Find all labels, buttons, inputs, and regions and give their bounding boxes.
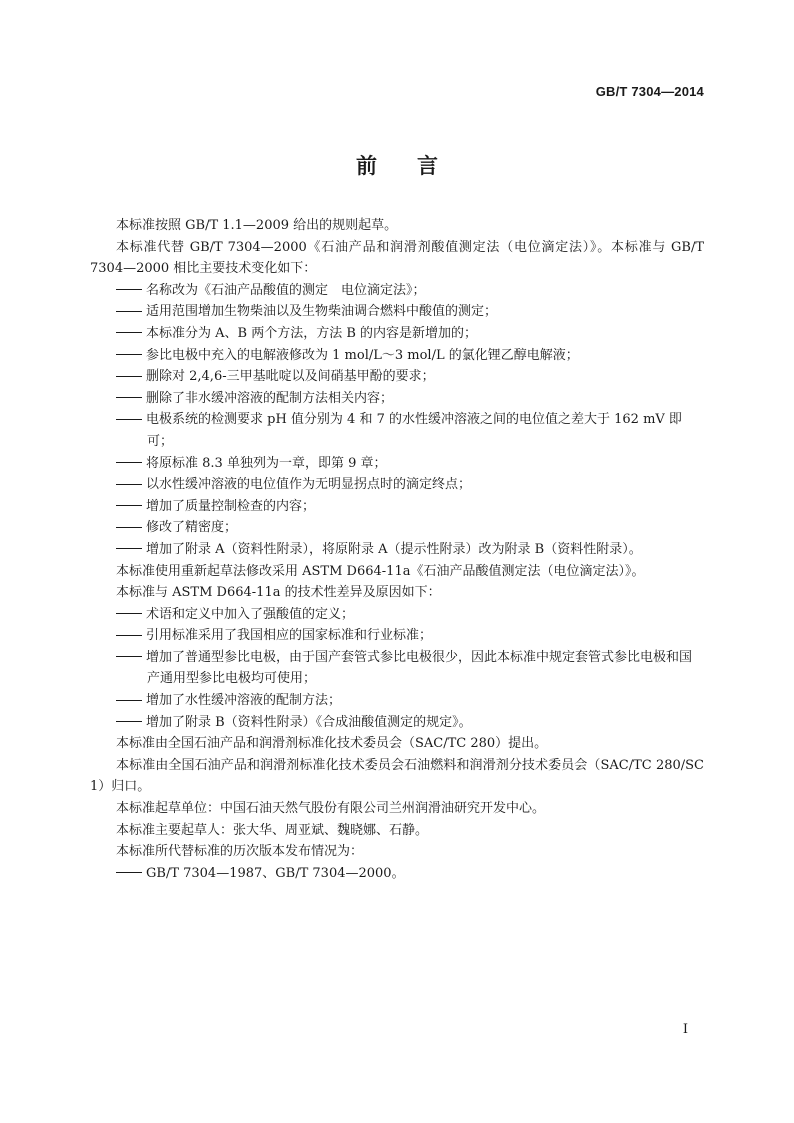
list-item-text: 参比电极中充入的电解液修改为 1 mol/L～3 mol/L 的氯化锂乙醇电解液； bbox=[146, 347, 579, 363]
list-item-text: 删除对 2,4,6-三甲基吡啶以及间硝基甲酚的要求； bbox=[146, 369, 435, 385]
paragraph: 本标准与 ASTM D664-11a 的技术性差异及原因如下： bbox=[116, 585, 441, 601]
list-item bbox=[90, 647, 704, 690]
page-title: 前言 bbox=[356, 154, 478, 178]
paragraph: 本标准代替 GB/T 7304—2000《石油产品和润滑剂酸值测定法（电位滴定法）》。本标准与 GB/T 7304—2000 相比主要技术变化如下： bbox=[90, 239, 704, 277]
dash-marker bbox=[116, 376, 142, 378]
list-item-text: 术语和定义中加入了强酸值的定义； bbox=[146, 606, 355, 622]
list-item-text: 以水性缓冲溶液的电位值作为无明显拐点时的滴定终点； bbox=[146, 477, 472, 493]
dash-marker bbox=[116, 332, 142, 334]
foreword-body bbox=[90, 215, 704, 884]
list-item bbox=[90, 496, 704, 518]
list-item-text: 适用范围增加生物柴油以及生物柴油调合燃料中酸值的测定； bbox=[146, 304, 498, 320]
dash-marker bbox=[116, 505, 142, 507]
paragraph: 本标准由全国石油产品和润滑剂标准化技术委员会石油燃料和润滑剂分技术委员会（SAC/TC 280/SC 1）归口。 bbox=[90, 757, 704, 795]
dash-marker bbox=[116, 462, 142, 464]
dash-marker bbox=[116, 311, 142, 313]
list-item bbox=[90, 388, 704, 410]
dash-marker bbox=[116, 419, 142, 421]
list-item-text: 增加了附录 A（资料性附录），将原附录 A（提示性附录）改为附录 B（资料性附录）。 bbox=[146, 541, 642, 557]
list-item-text: 本标准分为 A、B 两个方法，方法 B 的内容是新增加的； bbox=[146, 325, 478, 341]
standard-code: GB/T 7304—2014 bbox=[595, 84, 704, 99]
list-item-text: 增加了普通型参比电极，由于国产套管式参比电极很少，因此本标准中规定套管式参比电极和国产通用型参比电极均可使用； bbox=[146, 649, 693, 687]
list-item-text: 增加了质量控制检查的内容； bbox=[146, 498, 316, 514]
list-item bbox=[90, 453, 704, 475]
list-item bbox=[90, 323, 704, 345]
list-item-text: 将原标准 8.3 单独列为一章，即第 9 章； bbox=[146, 455, 387, 471]
dash-marker bbox=[116, 484, 142, 486]
list-item-text: 增加了附录 B（资料性附录）《合成油酸值测定的规定》。 bbox=[146, 714, 472, 730]
dash-marker bbox=[116, 548, 142, 550]
paragraph: 本标准使用重新起草法修改采用 ASTM D664-11a《石油产品酸值测定法（电位滴定法）》。 bbox=[116, 563, 645, 579]
dash-marker bbox=[116, 354, 142, 356]
list-item bbox=[90, 474, 704, 496]
list-item bbox=[90, 539, 704, 561]
list-item bbox=[90, 366, 704, 388]
list-item-text: 引用标准采用了我国相应的国家标准和行业标准； bbox=[146, 628, 433, 644]
list-item bbox=[90, 345, 704, 367]
list-item-text: 增加了水性缓冲溶液的配制方法； bbox=[146, 693, 342, 709]
list-item bbox=[90, 863, 704, 885]
dash-marker bbox=[116, 656, 142, 658]
dash-marker bbox=[116, 721, 142, 723]
list-item bbox=[90, 712, 704, 734]
dash-marker bbox=[116, 289, 142, 291]
paragraph: 本标准主要起草人：张大华、周亚斌、魏晓娜、石静。 bbox=[116, 822, 429, 838]
dash-marker bbox=[116, 613, 142, 615]
list-item bbox=[90, 409, 704, 452]
list-item-text: 删除了非水缓冲溶液的配制方法相关内容； bbox=[146, 390, 394, 406]
dash-marker bbox=[116, 872, 142, 874]
dash-marker bbox=[116, 527, 142, 529]
paragraph: 本标准按照 GB/T 1.1—2009 给出的规则起草。 bbox=[116, 218, 398, 233]
list-item-text: 名称改为《石油产品酸值的测定 电位滴定法》； bbox=[146, 282, 426, 298]
list-item-text: 电极系统的检测要求 pH 值分别为 4 和 7 的水性缓冲溶液之间的电位值之差大于 162 mV 即可； bbox=[146, 412, 682, 449]
dash-marker bbox=[116, 635, 142, 637]
list-item bbox=[90, 280, 704, 302]
paragraph: 本标准所代替标准的历次版本发布情况为： bbox=[116, 844, 364, 860]
paragraph: 本标准起草单位：中国石油天然气股份有限公司兰州润滑油研究开发中心。 bbox=[116, 801, 546, 817]
list-item bbox=[90, 604, 704, 626]
list-item bbox=[90, 301, 704, 323]
list-item-text: 修改了精密度； bbox=[146, 520, 238, 536]
list-item bbox=[90, 690, 704, 712]
dash-marker bbox=[116, 700, 142, 702]
list-item bbox=[90, 517, 704, 539]
dash-marker bbox=[116, 397, 142, 399]
list-item-text: GB/T 7304—1987、GB/T 7304—2000。 bbox=[146, 865, 405, 881]
paragraph: 本标准由全国石油产品和润滑剂标准化技术委员会（SAC/TC 280）提出。 bbox=[116, 736, 548, 752]
list-item bbox=[90, 625, 704, 647]
page-number: I bbox=[682, 1022, 688, 1037]
